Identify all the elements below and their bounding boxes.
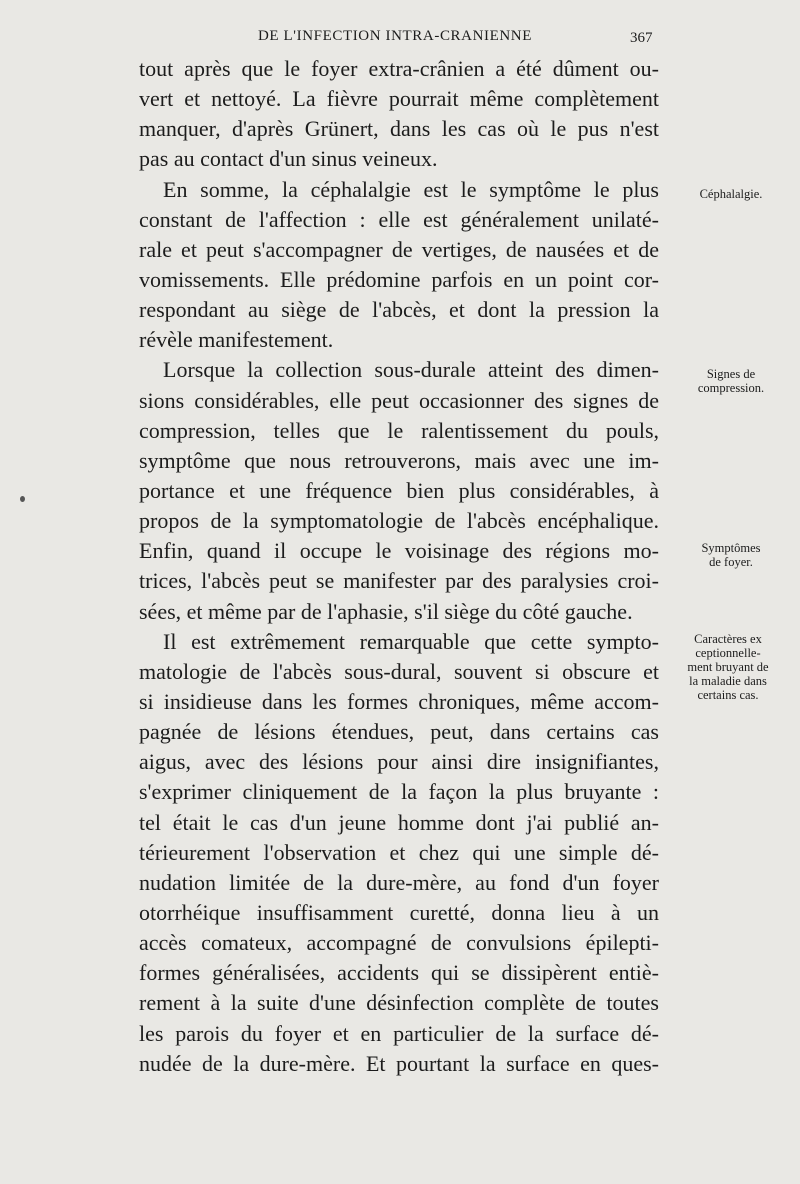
text-line: révèle manifestement.	[139, 327, 334, 353]
margin-note-line: Symptômes	[701, 541, 761, 555]
margin-note-line: Céphalalgie.	[699, 187, 763, 201]
text-line: rale et peut s'accompagner de vertiges, de nausées et de	[139, 236, 659, 262]
text-line: respondant au siège de l'abcès, et dont la pression la	[139, 297, 659, 323]
margin-note-line: la maladie dans	[689, 674, 767, 688]
text-line: pas au contact d'un sinus veineux.	[139, 146, 438, 172]
margin-note-compression	[676, 367, 786, 395]
text-line: Lorsque la collection sous-durale atteint des dimen-	[163, 357, 659, 383]
running-title: DE L'INFECTION INTRA-CRANIENNE	[258, 28, 533, 44]
text-line: sions considérables, elle peut occasionner des signes de	[139, 387, 659, 413]
text-line: En somme, la céphalalgie est le symptôme le plus	[163, 176, 659, 202]
ink-spot	[20, 496, 25, 502]
text-line: trices, l'abcès peut se manifester par des paralysies croi-	[139, 568, 659, 594]
text-line: aigus, avec des lésions pour ainsi dire insignifiantes,	[139, 749, 659, 775]
text-line: les parois du foyer et en particulier de la surface dé-	[139, 1020, 659, 1046]
text-line: propos de la symptomatologie de l'abcès encéphalique.	[139, 508, 659, 534]
margin-note-line: ceptionnelle-	[695, 646, 761, 660]
text-line: formes généralisées, accidents qui se dissipèrent entiè-	[139, 960, 659, 986]
text-line: s'exprimer cliniquement de la façon la plus bruyante :	[139, 779, 659, 805]
text-line: térieurement l'observation et chez qui une simple dé-	[139, 839, 659, 865]
text-line: accès comateux, accompagné de convulsions épilepti-	[139, 930, 659, 956]
body-text	[139, 54, 659, 1079]
text-line: tel était le cas d'un jeune homme dont j'ai publié an-	[139, 809, 659, 835]
text-line: symptôme que nous retrouverons, mais avec une im-	[139, 447, 659, 473]
text-line: si insidieuse dans les formes chroniques, même accom-	[139, 688, 659, 714]
text-line: Enfin, quand il occupe le voisinage des régions mo-	[139, 538, 659, 564]
text-line: vert et nettoyé. La fièvre pourrait même complètement	[139, 86, 659, 112]
margin-note-foyer	[676, 541, 786, 569]
margin-note-line: de foyer.	[709, 555, 753, 569]
text-line: pagnée de lésions étendues, peut, dans certains cas	[139, 719, 659, 745]
text-line: sées, et même par de l'aphasie, s'il siège du côté gauche.	[139, 598, 633, 624]
text-line: rement à la suite d'une désinfection complète de toutes	[139, 990, 659, 1016]
text-line: compression, telles que le ralentissement du pouls,	[139, 417, 659, 443]
text-line: nudée de la dure-mère. Et pourtant la surface en ques-	[139, 1050, 659, 1076]
margin-note-line: certains cas.	[697, 688, 759, 702]
text-line: nudation limitée de la dure-mère, au fond d'un foyer	[139, 869, 659, 895]
margin-note-line: Signes de	[706, 367, 756, 381]
text-line: manquer, d'après Grünert, dans les cas où le pus n'est	[139, 116, 659, 142]
page-number: 367	[630, 30, 653, 46]
margin-note-caracteres	[664, 632, 792, 702]
text-line: constant de l'affection : elle est généralement unilaté-	[139, 206, 659, 232]
text-line: otorrhéique insuffisamment curetté, donna lieu à un	[139, 899, 659, 925]
margin-note-cephalalgie	[676, 187, 786, 201]
margin-note-line: compression.	[697, 381, 765, 395]
margin-note-line: ment bruyant de	[687, 660, 769, 674]
text-line: vomissements. Elle prédomine parfois en un point cor-	[139, 266, 659, 292]
text-line: matologie de l'abcès sous-dural, souvent si obscure et	[139, 658, 659, 684]
text-line: Il est extrêmement remarquable que cette sympto-	[163, 628, 659, 654]
text-line: tout après que le foyer extra-crânien a été dûment ou-	[139, 56, 659, 81]
margin-note-line: Caractères ex	[694, 632, 762, 646]
text-line: portance et une fréquence bien plus considérables, à	[139, 477, 659, 503]
